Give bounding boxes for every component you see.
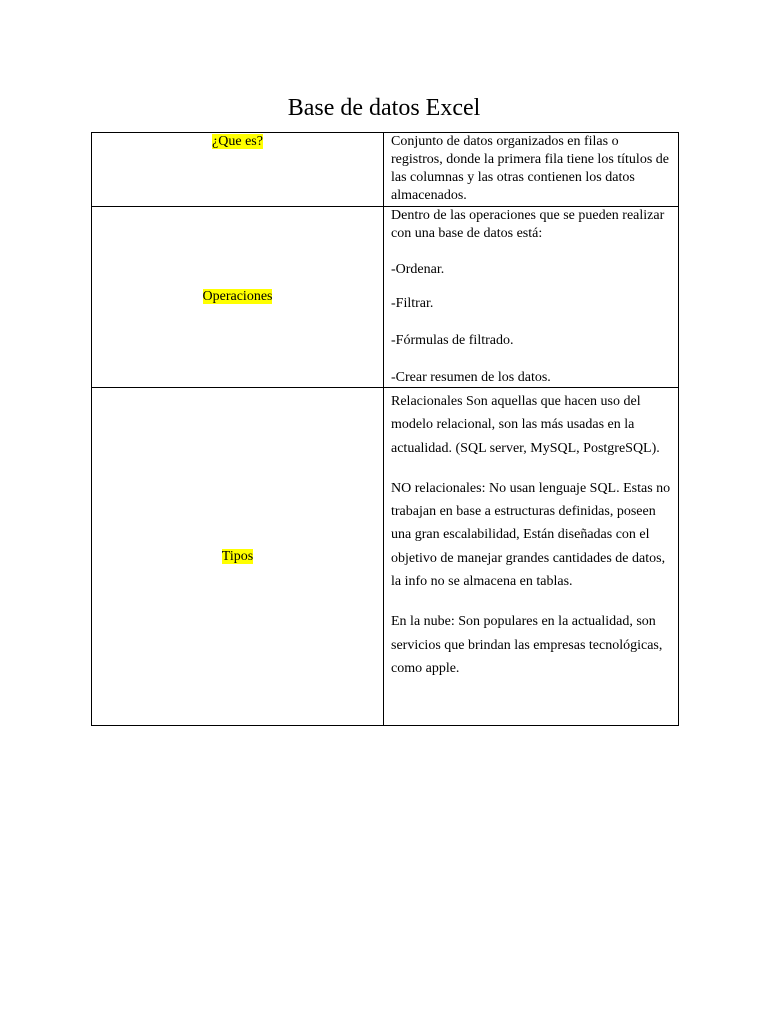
- row-label-operaciones: Operaciones: [202, 289, 273, 304]
- table-row: [92, 207, 679, 388]
- table-row: [92, 133, 679, 207]
- operations-content-cell: [384, 207, 679, 388]
- operation-item: -Fórmulas de filtrado.: [391, 333, 514, 348]
- operations-intro: Dentro de las operaciones que se pueden realizar con una base de datos está:: [391, 208, 665, 241]
- table-row: [92, 388, 679, 726]
- operation-item: -Filtrar.: [391, 296, 434, 311]
- row-label-cell: [92, 388, 384, 726]
- document-title: Base de datos Excel: [287, 95, 481, 121]
- type-paragraph: NO relacionales: No usan lenguaje SQL. Estas no trabajan en base a estructuras definidas, poseen una gran escalabilidad, Están diseñadas con el objetivo de manejar grandes cantidades de datos, la info no se almacena en tablas.: [391, 480, 671, 590]
- row-label-tipos: Tipos: [221, 548, 254, 564]
- operation-item: -Crear resumen de los datos.: [391, 370, 551, 385]
- info-table: [91, 132, 679, 726]
- type-paragraph: En la nube: Son populares en la actualidad, son servicios que brindan las empresas tecnológicas, como apple.: [391, 614, 663, 676]
- row-content-cell: [384, 133, 679, 207]
- row-label-cell: [92, 133, 384, 207]
- definition-text: Conjunto de datos organizados en filas o registros, donde la primera fila tiene los títulos de las columnas y las otras contienen los datos almacenados.: [391, 134, 669, 203]
- types-content-cell: [384, 388, 679, 726]
- operation-item: -Ordenar.: [391, 262, 445, 277]
- type-paragraph: Relacionales Son aquellas que hacen uso del modelo relacional, son las más usadas en la actualidad. (SQL server, MySQL, PostgreSQL).: [391, 394, 660, 456]
- row-label-que-es: ¿Que es?: [212, 134, 263, 149]
- row-label-cell: [92, 207, 384, 388]
